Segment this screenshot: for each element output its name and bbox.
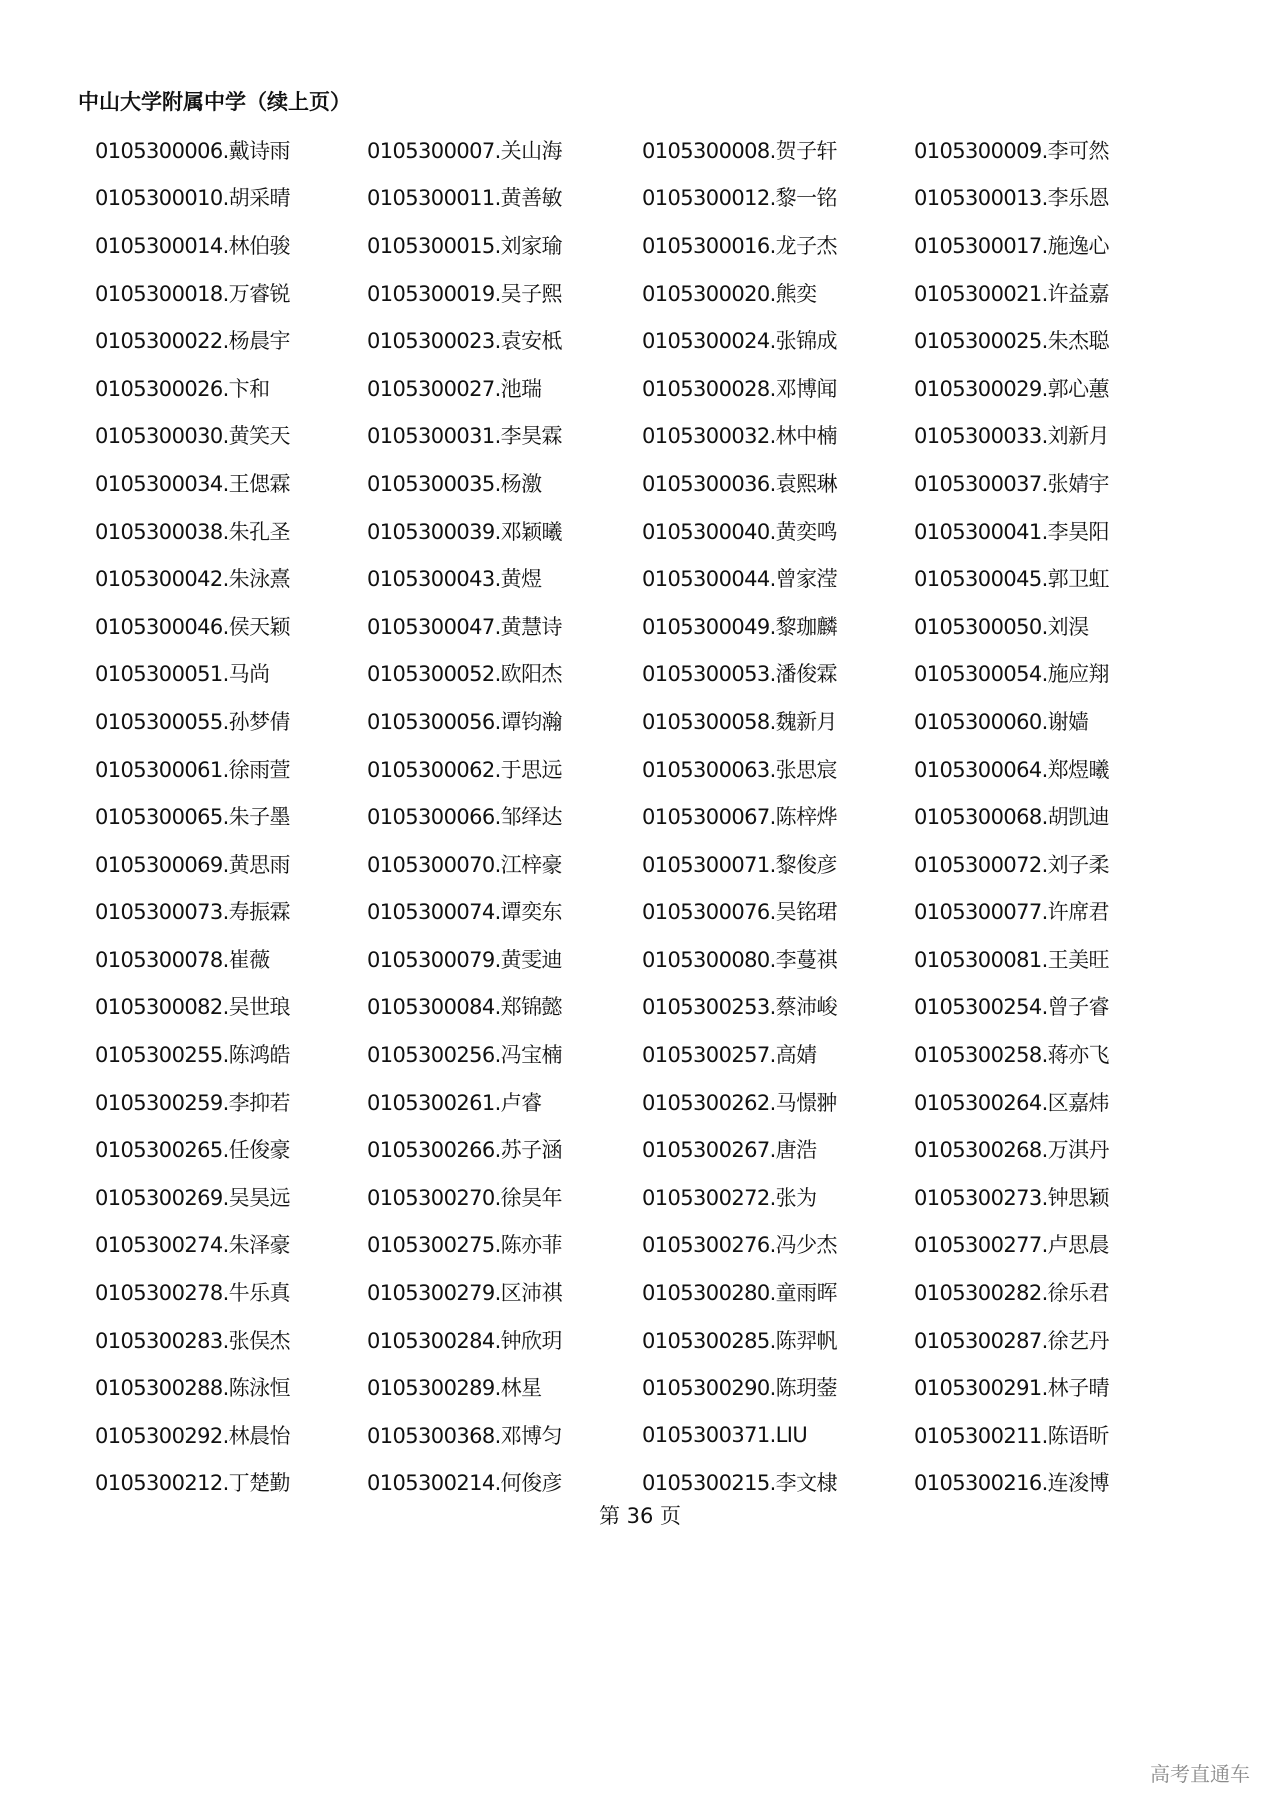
list-row <box>95 554 1215 602</box>
student-entry: 0105300068.胡凯迪 <box>914 805 1109 830</box>
student-entry: 0105300082.吴世琅 <box>95 995 290 1020</box>
student-entry: 0105300274.朱泽豪 <box>95 1233 290 1258</box>
student-entry: 0105300257.高婧 <box>642 1043 817 1068</box>
student-entry: 0105300215.李文棣 <box>642 1471 837 1496</box>
student-entry: 0105300023.袁安柢 <box>367 329 562 354</box>
student-entry: 0105300066.邹绎达 <box>367 805 562 830</box>
student-entry: 0105300261.卢睿 <box>367 1090 542 1115</box>
student-entry: 0105300071.黎俊彦 <box>642 852 837 877</box>
student-entry: 0105300006.戴诗雨 <box>95 138 290 163</box>
student-entry: 0105300028.邓博闻 <box>642 376 837 401</box>
student-entry: 0105300067.陈梓烨 <box>642 805 837 830</box>
student-entry: 0105300022.杨晨宇 <box>95 329 290 354</box>
student-entry: 0105300062.于思远 <box>367 757 562 782</box>
list-row <box>95 507 1215 555</box>
student-entry: 0105300007.关山海 <box>367 138 562 163</box>
student-entry: 0105300053.潘俊霖 <box>642 662 837 687</box>
student-entry: 0105300216.连浚博 <box>914 1471 1109 1496</box>
student-entry: 0105300272.张为 <box>642 1185 817 1210</box>
page-number: 第 36 页 <box>598 1504 682 1528</box>
list-row <box>95 1363 1215 1411</box>
student-entry: 0105300041.李昊阳 <box>914 519 1109 544</box>
student-entry: 0105300011.黄善敏 <box>367 186 562 211</box>
student-entry: 0105300021.许益嘉 <box>914 281 1109 306</box>
student-entry: 0105300054.施应翔 <box>914 662 1109 687</box>
student-entry: 0105300038.朱孔圣 <box>95 519 290 544</box>
student-entry: 0105300063.张思宸 <box>642 757 837 782</box>
list-row <box>95 602 1215 650</box>
list-row <box>95 935 1215 983</box>
student-entry: 0105300074.谭奕东 <box>367 900 562 925</box>
student-entry: 0105300069.黄思雨 <box>95 852 290 877</box>
student-entry: 0105300070.江梓豪 <box>367 852 562 877</box>
list-row <box>95 269 1215 317</box>
student-entry: 0105300026.卞和 <box>95 376 270 401</box>
student-entry: 0105300024.张锦成 <box>642 329 837 354</box>
student-entry: 0105300292.林晨怡 <box>95 1423 290 1448</box>
list-row <box>95 1078 1215 1126</box>
student-entry: 0105300008.贺子轩 <box>642 138 837 163</box>
student-entry: 0105300012.黎一铭 <box>642 186 837 211</box>
student-entry: 0105300046.侯天颖 <box>95 614 290 639</box>
student-entry: 0105300287.徐艺丹 <box>914 1328 1109 1353</box>
student-entry: 0105300282.徐乐君 <box>914 1281 1109 1306</box>
student-entry: 0105300273.钟思颖 <box>914 1185 1109 1210</box>
student-entry: 0105300029.郭心蕙 <box>914 376 1109 401</box>
student-entry: 0105300060.谢嫱 <box>914 709 1089 734</box>
student-entry: 0105300080.李蔓祺 <box>642 947 837 972</box>
list-row <box>95 697 1215 745</box>
student-entry: 0105300032.林中楠 <box>642 424 837 449</box>
student-entry: 0105300051.马尚 <box>95 662 270 687</box>
list-row <box>95 126 1215 174</box>
student-entry: 0105300259.李抑若 <box>95 1090 290 1115</box>
student-entry: 0105300045.郭卫虹 <box>914 567 1109 592</box>
student-entry: 0105300036.袁熙琳 <box>642 471 837 496</box>
student-entry: 0105300013.李乐恩 <box>914 186 1109 211</box>
student-entry: 0105300065.朱子墨 <box>95 805 290 830</box>
student-entry: 0105300267.唐浩 <box>642 1138 817 1163</box>
student-entry: 0105300290.陈玥蓥 <box>642 1376 837 1401</box>
student-entry: 0105300039.邓颖曦 <box>367 519 562 544</box>
student-entry: 0105300017.施逸心 <box>914 233 1109 258</box>
student-entry: 0105300255.陈鸿皓 <box>95 1043 290 1068</box>
student-entry: 0105300010.胡采晴 <box>95 186 290 211</box>
student-entry: 0105300072.刘子柔 <box>914 852 1109 877</box>
student-entry: 0105300285.陈羿帆 <box>642 1328 837 1353</box>
student-entry: 0105300044.曾家滢 <box>642 567 837 592</box>
list-row <box>95 888 1215 936</box>
list-row <box>95 792 1215 840</box>
student-entry: 0105300049.黎珈麟 <box>642 614 837 639</box>
student-entry: 0105300073.寿振霖 <box>95 900 290 925</box>
student-entry: 0105300035.杨激 <box>367 471 542 496</box>
student-entry: 0105300050.刘淏 <box>914 614 1089 639</box>
student-entry: 0105300064.郑煜曦 <box>914 757 1109 782</box>
list-row <box>95 745 1215 793</box>
student-entry: 0105300276.冯少杰 <box>642 1233 837 1258</box>
student-list <box>95 126 1215 1506</box>
student-entry: 0105300061.徐雨萱 <box>95 757 290 782</box>
student-entry: 0105300037.张婧宇 <box>914 471 1109 496</box>
list-row <box>95 1125 1215 1173</box>
list-row <box>95 412 1215 460</box>
student-entry: 0105300079.黄雯迪 <box>367 947 562 972</box>
student-entry: 0105300279.区沛祺 <box>367 1281 562 1306</box>
student-entry: 0105300266.苏子涵 <box>367 1138 562 1163</box>
list-row <box>95 364 1215 412</box>
student-entry: 0105300264.区嘉炜 <box>914 1090 1109 1115</box>
list-row <box>95 221 1215 269</box>
student-entry: 0105300278.牛乐真 <box>95 1281 290 1306</box>
student-entry: 0105300058.魏新月 <box>642 709 837 734</box>
list-row <box>95 840 1215 888</box>
list-row <box>95 983 1215 1031</box>
student-entry: 0105300047.黄慧诗 <box>367 614 562 639</box>
list-row <box>95 1173 1215 1221</box>
student-entry: 0105300019.吴子熙 <box>367 281 562 306</box>
student-entry: 0105300268.万淇丹 <box>914 1138 1109 1163</box>
student-entry: 0105300033.刘新月 <box>914 424 1109 449</box>
list-row <box>95 459 1215 507</box>
list-row <box>95 650 1215 698</box>
student-entry: 0105300275.陈亦菲 <box>367 1233 562 1258</box>
student-entry: 0105300368.邓博匀 <box>367 1423 562 1448</box>
student-entry: 0105300284.钟欣玥 <box>367 1328 562 1353</box>
student-entry: 0105300371.LIU <box>642 1422 808 1447</box>
student-entry: 0105300214.何俊彦 <box>367 1471 562 1496</box>
student-entry: 0105300291.林子晴 <box>914 1376 1109 1401</box>
student-entry: 0105300027.池瑞 <box>367 376 542 401</box>
student-entry: 0105300270.徐昊年 <box>367 1185 562 1210</box>
student-entry: 0105300283.张俣杰 <box>95 1328 290 1353</box>
student-entry: 0105300262.马憬翀 <box>642 1090 837 1115</box>
student-entry: 0105300081.王美旺 <box>914 947 1109 972</box>
list-row <box>95 316 1215 364</box>
student-entry: 0105300211.陈语昕 <box>914 1423 1109 1448</box>
student-entry: 0105300258.蒋亦飞 <box>914 1043 1109 1068</box>
section-title: 中山大学附属中学（续上页） <box>78 90 351 114</box>
student-entry: 0105300040.黄奕鸣 <box>642 519 837 544</box>
student-entry: 0105300034.王偲霖 <box>95 471 290 496</box>
student-entry: 0105300015.刘家瑜 <box>367 233 562 258</box>
student-entry: 0105300030.黄笑天 <box>95 424 290 449</box>
student-entry: 0105300084.郑锦懿 <box>367 995 562 1020</box>
student-entry: 0105300016.龙子杰 <box>642 233 837 258</box>
student-entry: 0105300031.李昊霖 <box>367 424 562 449</box>
list-row <box>95 1411 1215 1459</box>
student-entry: 0105300014.林伯骏 <box>95 233 290 258</box>
list-row <box>95 1316 1215 1364</box>
student-entry: 0105300288.陈泳恒 <box>95 1376 290 1401</box>
student-entry: 0105300280.童雨晖 <box>642 1281 837 1306</box>
watermark: 高考直通车 <box>1150 1762 1250 1786</box>
student-entry: 0105300076.吴铭珺 <box>642 900 837 925</box>
student-entry: 0105300025.朱杰聪 <box>914 329 1109 354</box>
student-entry: 0105300265.任俊豪 <box>95 1138 290 1163</box>
student-entry: 0105300018.万睿锐 <box>95 281 290 306</box>
student-entry: 0105300289.林星 <box>367 1376 542 1401</box>
student-entry: 0105300056.谭钧瀚 <box>367 709 562 734</box>
list-row <box>95 1030 1215 1078</box>
list-row <box>95 1268 1215 1316</box>
student-entry: 0105300269.吴昊远 <box>95 1185 290 1210</box>
student-entry: 0105300055.孙梦倩 <box>95 709 290 734</box>
student-entry: 0105300277.卢思晨 <box>914 1233 1109 1258</box>
student-entry: 0105300254.曾子睿 <box>914 995 1109 1020</box>
list-row <box>95 1221 1215 1269</box>
student-entry: 0105300020.熊奕 <box>642 281 817 306</box>
student-entry: 0105300043.黄煜 <box>367 567 542 592</box>
list-row <box>95 174 1215 222</box>
student-entry: 0105300253.蔡沛峻 <box>642 995 837 1020</box>
student-entry: 0105300052.欧阳杰 <box>367 662 562 687</box>
student-entry: 0105300078.崔薇 <box>95 947 270 972</box>
student-entry: 0105300009.李可然 <box>914 138 1109 163</box>
student-entry: 0105300077.许席君 <box>914 900 1109 925</box>
student-entry: 0105300042.朱泳熹 <box>95 567 290 592</box>
student-entry: 0105300212.丁楚勤 <box>95 1471 290 1496</box>
student-entry: 0105300256.冯宝楠 <box>367 1043 562 1068</box>
